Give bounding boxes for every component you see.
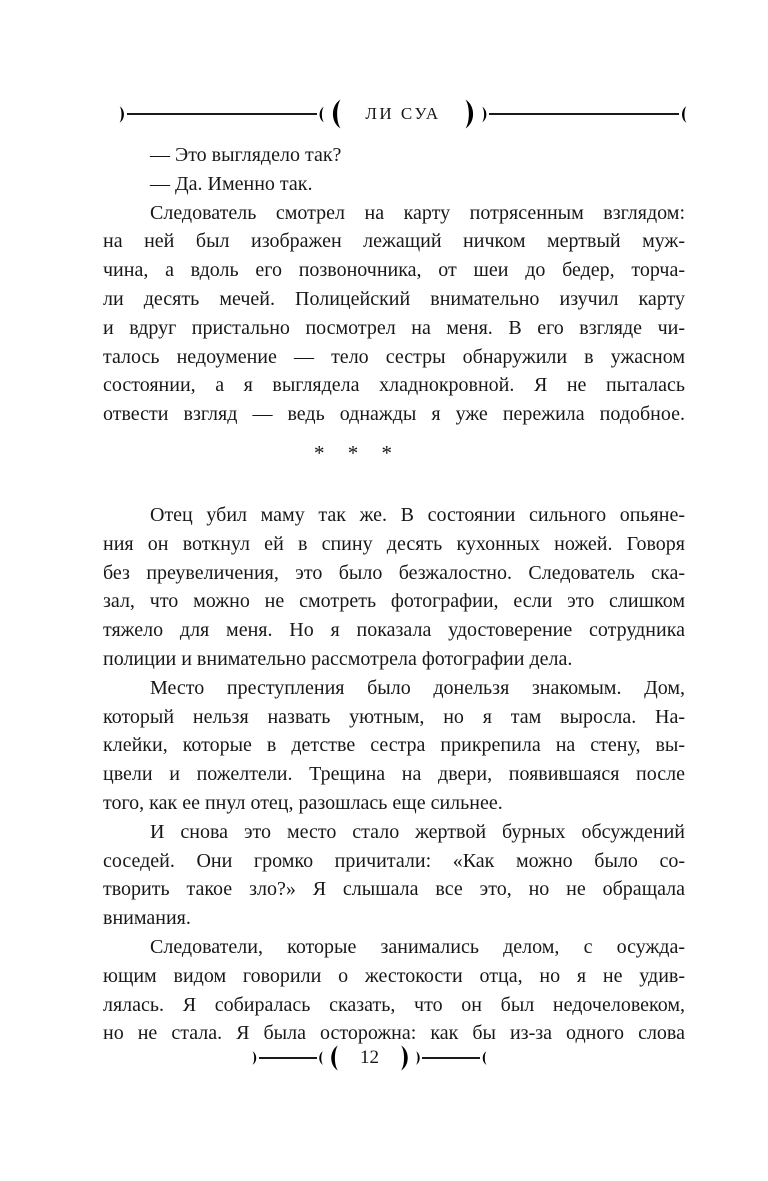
- ornament-rule: [422, 1057, 480, 1059]
- text-line: полиции и внимательно рассмотрела фотографии дела.: [103, 647, 573, 670]
- crescent-right-icon: [481, 106, 489, 123]
- text-line: состоянии, а я выглядела хладнокровной. Я не пыталась: [103, 374, 685, 397]
- text-line: отвести взгляд — ведь однажды я уже пережила подобное.: [103, 403, 685, 426]
- text-line: того, как ее пнул отец, разошлась еще сильнее.: [103, 791, 503, 814]
- crescent-left-icon: [679, 106, 688, 123]
- text-line: который нельзя назвать уютным, но я там выросла. На-: [103, 705, 685, 728]
- text-block: [103, 141, 685, 1048]
- text-line: Отец убил маму так же. В состоянии сильного опьяне-: [150, 503, 685, 526]
- text-line: талось недоумение — тело сестры обнаружили в ужасном: [103, 345, 685, 368]
- text-line: И снова это место стало жертвой бурных обсуждений: [150, 820, 685, 843]
- text-line: соседей. Они громко причитали: «Как можно было со-: [103, 849, 685, 872]
- text-line: Место преступления было донельзя знакомым. Дом,: [150, 676, 685, 699]
- text-line: ния он воткнул ей в спину десять кухонных ножей. Говоря: [103, 532, 685, 555]
- ornament-rule: [127, 113, 317, 116]
- crescent-left-icon: [480, 1051, 488, 1065]
- text-line: Следователи, которые занимались делом, с осужда-: [150, 935, 685, 958]
- text-line: без преувеличения, это было безжалостно. Следователь ска-: [103, 561, 685, 584]
- crescent-left-icon: [317, 106, 325, 123]
- text-line: клейки, которые в детстве сестра прикрепила на стену, вы-: [103, 734, 685, 757]
- running-head-author: ЛИ СУА: [365, 104, 441, 123]
- text-line: тяжело для меня. Но я показала удостоверение сотрудника: [103, 619, 685, 642]
- text-line: творить такое зло?» Я слышала все это, но не обращала: [103, 878, 685, 901]
- text-line: ли десять мечей. Полицейский внимательно изучил карту: [103, 287, 685, 310]
- footer-ornament: [251, 1044, 517, 1072]
- crescent-left-icon: [327, 1045, 340, 1071]
- text-line: на ней был изображен лежащий ничком мертвый муж-: [103, 230, 685, 253]
- ornament-rule: [489, 113, 679, 116]
- crescent-right-icon: [415, 1051, 422, 1065]
- text-line: но не стала. Я была осторожна: как бы из-за одного слова: [103, 1022, 685, 1045]
- text-line: — Это выглядело так?: [150, 144, 342, 166]
- text-line: Следователь смотрел на карту потрясенным взглядом:: [150, 201, 685, 224]
- text-line: зал, что можно не смотреть фотографии, если это слишком: [103, 590, 685, 613]
- text-line: чина, а вдоль его позвоночника, от шеи до бедер, торча-: [103, 259, 685, 282]
- crescent-right-icon: [118, 106, 127, 123]
- text-line: внимания.: [103, 907, 191, 930]
- page-number: 12: [360, 1047, 379, 1068]
- text-line: — Да. Именно так.: [150, 172, 313, 195]
- crescent-right-icon: [399, 1045, 412, 1071]
- text-line: цвели и пожелтели. Трещина на двери, появившаяся после: [103, 763, 685, 786]
- header-ornament: [118, 98, 688, 130]
- ornament-rule: [259, 1057, 317, 1059]
- crescent-right-icon: [463, 99, 478, 129]
- text-line: и вдруг пристально посмотрел на меня. В его взгляде чи-: [103, 316, 685, 339]
- crescent-left-icon: [328, 99, 343, 129]
- section-separator: * * *: [314, 440, 401, 465]
- text-line: лялась. Я собиралась сказать, что он был недочеловеком,: [103, 993, 685, 1016]
- crescent-right-icon: [251, 1051, 259, 1065]
- text-line: ющим видом говорили о жестокости отца, но я не удив-: [103, 964, 685, 987]
- crescent-left-icon: [317, 1051, 324, 1065]
